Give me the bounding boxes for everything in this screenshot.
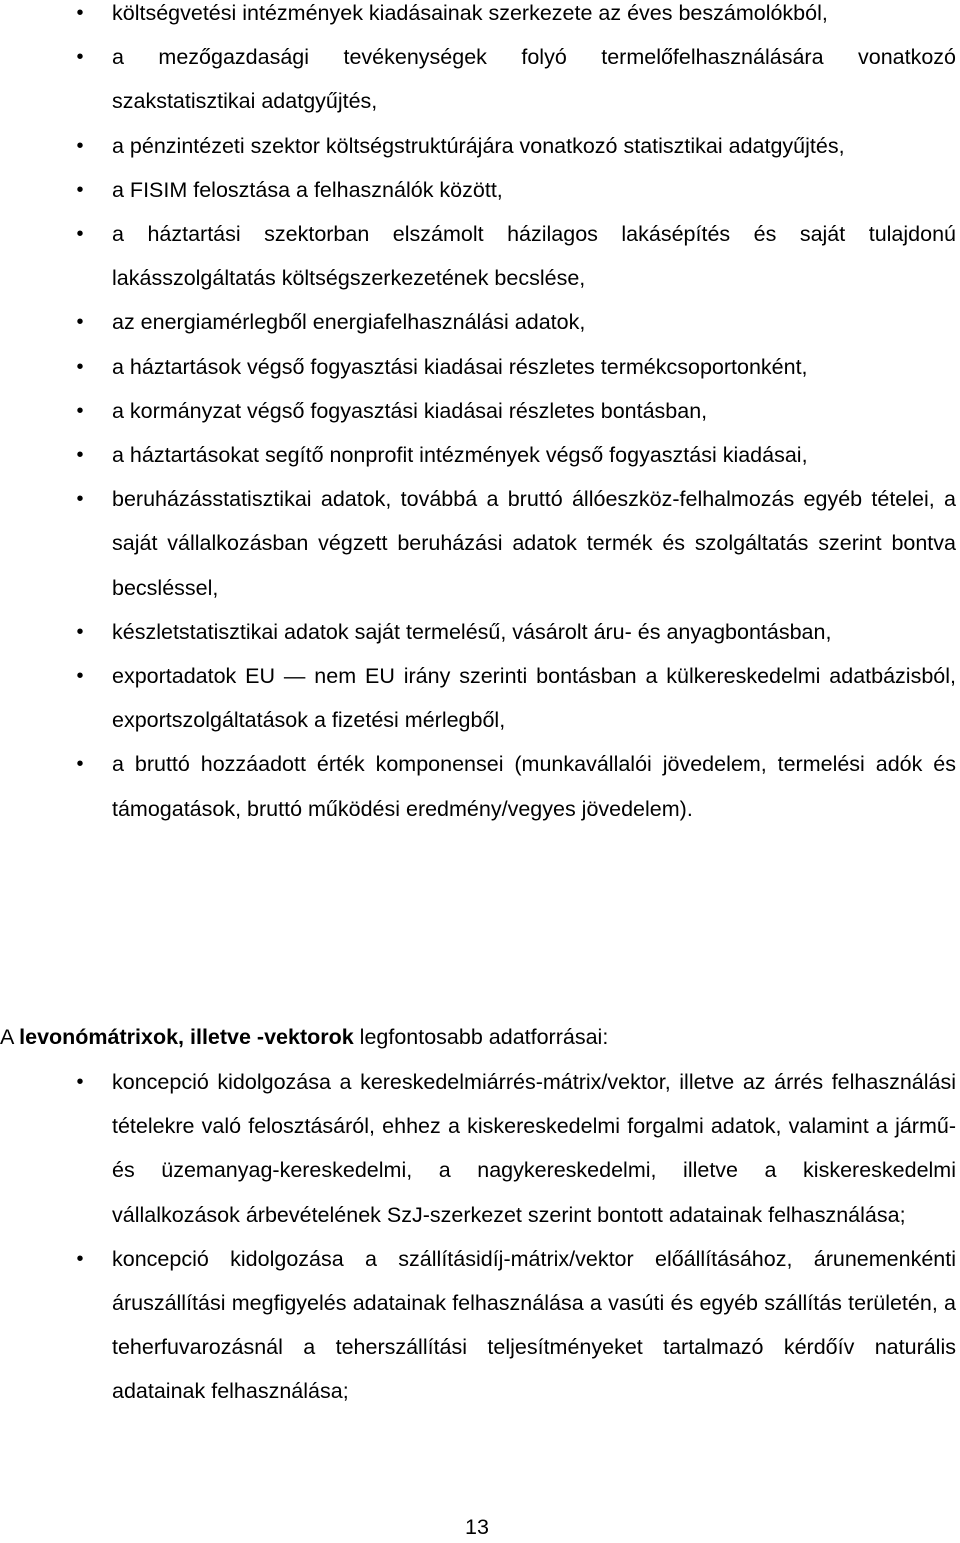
paragraph-bold-term: levonómátrixok, illetve -vektorok xyxy=(19,1025,354,1049)
list-item xyxy=(0,654,956,742)
bullet-icon: • xyxy=(76,178,84,201)
list-item-text: költségvetési intézmények kiadásainak szerkezete az éves beszámolókból, xyxy=(112,1,828,25)
list-item-text: a pénzintézeti szektor költségstruktúrájára vonatkozó statisztikai adatgyűjtés, xyxy=(112,133,845,158)
list-item xyxy=(0,35,956,123)
list-item xyxy=(0,433,956,477)
bullet-icon: • xyxy=(76,620,84,643)
margin-matrix-sources-list xyxy=(0,1060,956,1414)
list-item-text: az energiamérlegből energiafelhasználási adatok, xyxy=(112,310,586,335)
bullet-icon: • xyxy=(76,488,84,511)
paragraph-prefix: A xyxy=(0,1025,20,1049)
list-item-text: a bruttó hozzáadott érték komponensei (munkavállalói jövedelem, termelési adók és támogatások, bruttó működési eredmény/vegyes jövedelem). xyxy=(112,752,956,821)
list-item xyxy=(0,1060,956,1237)
list-item-text: a mezőgazdasági tevékenységek folyó termelőfelhasználására vonatkozó szakstatisztikai adatgyűjtés, xyxy=(112,45,956,114)
bullet-icon: • xyxy=(76,223,84,246)
list-item xyxy=(0,610,956,654)
list-item-text: koncepció kidolgozása a kereskedelmiárrés-mátrix/vektor, illetve az árrés felhasználási tételekre való felosztásáról, ehhez a kiskereskedelmi forgalmi adatok, valamint a jármű- és üzemanyag-kereskedelmi, a nagykereskedelmi, illetve a kiskereskedelmi vállalkozások árbevételének SzJ-szerkezet szerint bontott adatainak felhasználása; xyxy=(112,1070,956,1227)
list-item xyxy=(0,477,956,610)
bullet-icon: • xyxy=(76,355,84,378)
list-item-text: koncepció kidolgozása a szállításidíj-mátrix/vektor előállításához, árunemenkénti áruszállítási megfigyelés adatainak felhasználása a vasúti és egyéb szállítás területén, a teherfuvarozásnál a teherszállítási teljesítményeket tartalmazó kérdőív naturális adatainak felhasználása; xyxy=(112,1246,956,1404)
list-item-text: beruházásstatisztikai adatok, továbbá a bruttó állóeszköz-felhalmozás egyéb tételei, a saját vállalkozásban végzett beruházási adatok termék és szolgáltatás szerint bontva becsléssel, xyxy=(112,487,956,600)
list-item xyxy=(0,124,956,168)
bullet-icon: • xyxy=(76,2,84,24)
bullet-icon: • xyxy=(76,311,84,334)
list-item-text: készletstatisztikai adatok saját termelésű, vásárolt áru- és anyagbontásban, xyxy=(112,619,832,644)
bullet-icon: • xyxy=(76,1071,84,1093)
list-item xyxy=(0,168,956,212)
paragraph-suffix: legfontosabb adatforrásai: xyxy=(353,1025,609,1049)
list-item-text: a háztartási szektorban elszámolt házilagos lakásépítés és saját tulajdonú lakásszolgáltatás költségszerkezetének becslése, xyxy=(112,222,956,291)
bullet-icon: • xyxy=(76,1247,84,1270)
section-intro-paragraph xyxy=(0,1015,608,1059)
list-item-text: exportadatok EU — nem EU irány szerinti bontásban a külkereskedelmi adatbázisból, exportszolgáltatások a fizetési mérlegből, xyxy=(112,664,956,733)
list-item-text: a háztartásokat segítő nonprofit intézmények végső fogyasztási kiadásai, xyxy=(112,443,808,468)
bullet-icon: • xyxy=(76,46,84,69)
list-item xyxy=(0,1237,956,1414)
list-item-text: a háztartások végső fogyasztási kiadásai részletes termékcsoportonként, xyxy=(112,354,808,379)
bullet-icon: • xyxy=(76,753,84,776)
list-item-text: a kormányzat végső fogyasztási kiadásai részletes bontásban, xyxy=(112,398,708,423)
list-item xyxy=(0,212,956,300)
bullet-icon: • xyxy=(76,134,84,157)
bullet-icon: • xyxy=(76,444,84,467)
page-number: 13 xyxy=(465,1515,489,1539)
list-item xyxy=(0,0,956,35)
bullet-icon: • xyxy=(76,399,84,422)
list-item xyxy=(0,742,956,830)
list-item xyxy=(0,300,956,344)
bullet-icon: • xyxy=(76,665,84,688)
list-item-text: a FISIM felosztása a felhasználók között, xyxy=(112,177,503,202)
list-item xyxy=(0,345,956,389)
list-item xyxy=(0,389,956,433)
